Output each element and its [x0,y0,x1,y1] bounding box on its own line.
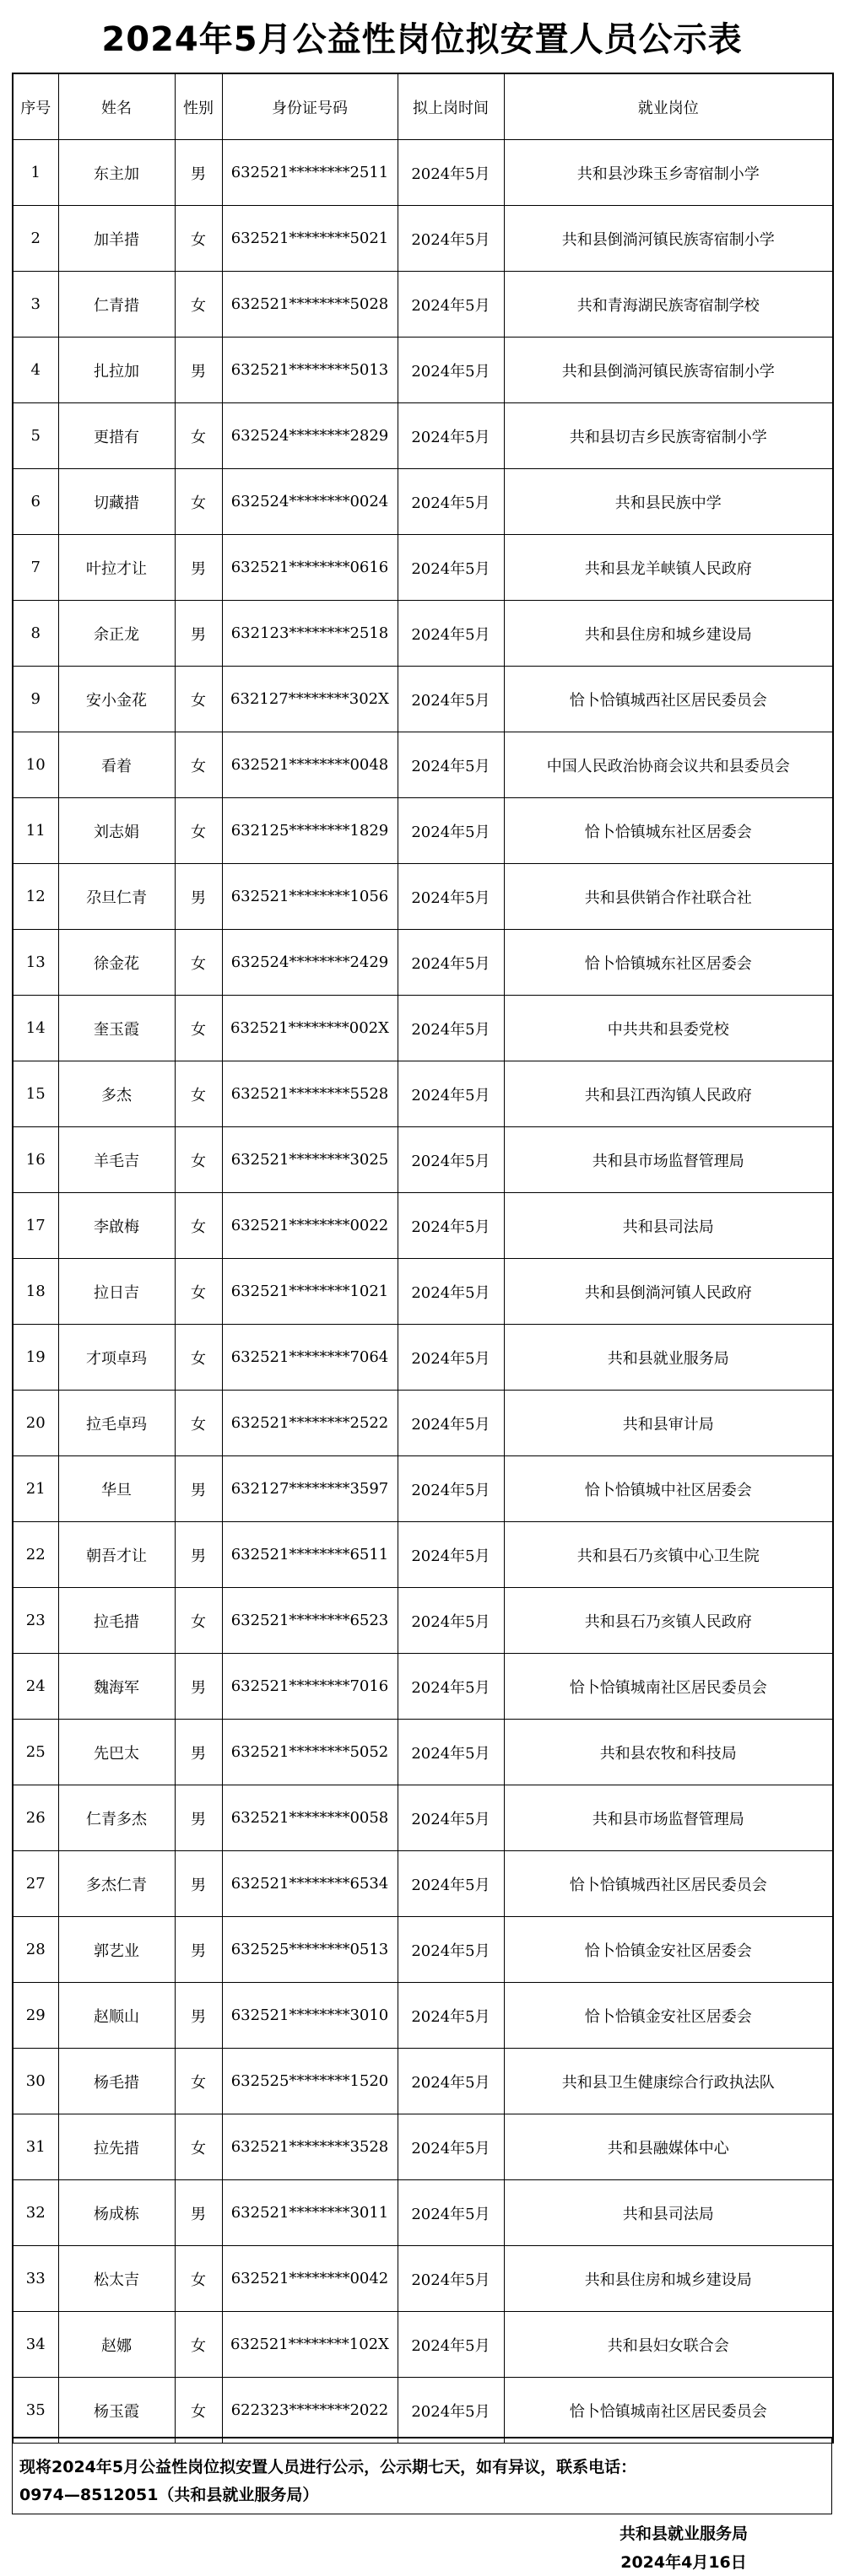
cell-job: 共和县卫生健康综合行政执法队 [504,2049,833,2114]
cell-name: 叶拉才让 [58,535,175,601]
cell-time: 2024年5月 [398,1127,504,1193]
cell-gender: 女 [175,667,222,732]
cell-id: 632524********0024 [222,469,398,535]
notice-line-1: 现将2024年5月公益性岗位拟安置人员进行公示，公示期七天，如有异议，联系电话： [19,2458,637,2476]
cell-job: 恰卜恰镇城西社区居民委员会 [504,1851,833,1917]
cell-gender: 女 [175,996,222,1061]
cell-time: 2024年5月 [398,930,504,996]
cell-name: 赵顺山 [58,1983,175,2049]
cell-job: 恰卜恰镇城东社区居委会 [504,798,833,864]
table-row [13,1127,833,1193]
table-row [13,2049,833,2114]
cell-job: 共和县司法局 [504,2180,833,2246]
cell-time: 2024年5月 [398,1456,504,1522]
cell-time: 2024年5月 [398,2114,504,2180]
cell-time: 2024年5月 [398,338,504,403]
cell-time: 2024年5月 [398,469,504,535]
cell-job: 共和县市场监督管理局 [504,1127,833,1193]
table-row [13,2180,833,2246]
cell-id: 632127********3597 [222,1456,398,1522]
cell-name: 看着 [58,732,175,798]
cell-time: 2024年5月 [398,2312,504,2378]
cell-job: 共和县审计局 [504,1391,833,1456]
cell-job: 恰卜恰镇金安社区居委会 [504,1983,833,2049]
cell-no: 8 [13,601,58,667]
cell-no: 19 [13,1325,58,1391]
cell-time: 2024年5月 [398,798,504,864]
table-row [13,864,833,930]
cell-id: 632525********1520 [222,2049,398,2114]
cell-id: 632521********3528 [222,2114,398,2180]
cell-job: 共和县农牧和科技局 [504,1720,833,1785]
cell-job: 共和县市场监督管理局 [504,1785,833,1851]
cell-id: 632521********0022 [222,1193,398,1259]
cell-no: 26 [13,1785,58,1851]
table-row [13,1456,833,1522]
cell-time: 2024年5月 [398,140,504,206]
cell-time: 2024年5月 [398,1522,504,1588]
cell-gender: 女 [175,1127,222,1193]
table-row [13,1061,833,1127]
cell-gender: 男 [175,140,222,206]
cell-no: 24 [13,1654,58,1720]
cell-gender: 女 [175,1193,222,1259]
cell-no: 29 [13,1983,58,2049]
cell-gender: 男 [175,601,222,667]
table-row [13,338,833,403]
cell-gender: 男 [175,1654,222,1720]
cell-time: 2024年5月 [398,667,504,732]
table-row [13,732,833,798]
cell-job: 共和县妇女联合会 [504,2312,833,2378]
table-row [13,798,833,864]
cell-name: 刘志娟 [58,798,175,864]
cell-job: 共和县石乃亥镇中心卫生院 [504,1522,833,1588]
cell-no: 7 [13,535,58,601]
cell-name: 奎玉霞 [58,996,175,1061]
cell-job: 共和县倒淌河镇民族寄宿制小学 [504,338,833,403]
cell-gender: 女 [175,798,222,864]
cell-no: 17 [13,1193,58,1259]
cell-no: 22 [13,1522,58,1588]
cell-name: 朝吾才让 [58,1522,175,1588]
cell-id: 632521********7016 [222,1654,398,1720]
table-row [13,996,833,1061]
cell-name: 仁青措 [58,272,175,338]
cell-id: 632521********0042 [222,2246,398,2312]
cell-name: 多杰 [58,1061,175,1127]
cell-id: 632524********2829 [222,403,398,469]
cell-time: 2024年5月 [398,2049,504,2114]
cell-no: 33 [13,2246,58,2312]
header-name: 姓名 [58,73,175,140]
table-row [13,1654,833,1720]
cell-gender: 男 [175,1720,222,1785]
cell-id: 632521********3025 [222,1127,398,1193]
cell-no: 2 [13,206,58,272]
cell-job: 恰卜恰镇城东社区居委会 [504,930,833,996]
cell-time: 2024年5月 [398,996,504,1061]
cell-gender: 女 [175,1259,222,1325]
cell-job: 共和县民族中学 [504,469,833,535]
table-row [13,2246,833,2312]
cell-name: 加羊措 [58,206,175,272]
cell-id: 632524********2429 [222,930,398,996]
cell-job: 共和县沙珠玉乡寄宿制小学 [504,140,833,206]
cell-name: 才项卓玛 [58,1325,175,1391]
table-row [13,930,833,996]
cell-name: 拉先措 [58,2114,175,2180]
cell-id: 632521********1021 [222,1259,398,1325]
cell-name: 仁青多杰 [58,1785,175,1851]
cell-id: 622323********2022 [222,2378,398,2444]
cell-no: 32 [13,2180,58,2246]
cell-id: 632521********6534 [222,1851,398,1917]
cell-no: 21 [13,1456,58,1522]
cell-job: 中共共和县委党校 [504,996,833,1061]
cell-job: 共和县倒淌河镇民族寄宿制小学 [504,206,833,272]
table-row [13,1325,833,1391]
cell-job: 恰卜恰镇城中社区居委会 [504,1456,833,1522]
cell-gender: 女 [175,206,222,272]
cell-time: 2024年5月 [398,1259,504,1325]
cell-id: 632125********1829 [222,798,398,864]
cell-gender: 女 [175,2312,222,2378]
cell-job: 中国人民政治协商会议共和县委员会 [504,732,833,798]
table-row [13,206,833,272]
cell-no: 9 [13,667,58,732]
cell-gender: 女 [175,272,222,338]
cell-name: 徐金花 [58,930,175,996]
cell-id: 632521********0048 [222,732,398,798]
cell-id: 632521********7064 [222,1325,398,1391]
header-job: 就业岗位 [504,73,833,140]
cell-gender: 男 [175,1917,222,1983]
cell-time: 2024年5月 [398,403,504,469]
cell-job: 共和县龙羊峡镇人民政府 [504,535,833,601]
notice-line-2: 0974—8512051（共和县就业服务局） [19,2486,319,2504]
cell-time: 2024年5月 [398,1391,504,1456]
cell-gender: 男 [175,864,222,930]
cell-id: 632123********2518 [222,601,398,667]
cell-gender: 男 [175,338,222,403]
cell-name: 切藏措 [58,469,175,535]
cell-name: 松太吉 [58,2246,175,2312]
cell-gender: 女 [175,469,222,535]
cell-name: 魏海军 [58,1654,175,1720]
cell-name: 尕旦仁青 [58,864,175,930]
cell-name: 郭艺业 [58,1917,175,1983]
cell-name: 杨毛措 [58,2049,175,2114]
table-row [13,667,833,732]
cell-name: 拉毛卓玛 [58,1391,175,1456]
table-row [13,1851,833,1917]
table-row [13,535,833,601]
cell-name: 拉毛措 [58,1588,175,1654]
cell-gender: 男 [175,1851,222,1917]
cell-job: 恰卜恰镇金安社区居委会 [504,1917,833,1983]
cell-time: 2024年5月 [398,1851,504,1917]
cell-no: 27 [13,1851,58,1917]
cell-gender: 男 [175,1522,222,1588]
cell-id: 632521********0616 [222,535,398,601]
footer-organization: 共和县就业服务局 [619,2525,748,2543]
cell-no: 5 [13,403,58,469]
cell-gender: 女 [175,1588,222,1654]
cell-no: 12 [13,864,58,930]
cell-gender: 女 [175,1325,222,1391]
cell-job: 共和县倒淌河镇人民政府 [504,1259,833,1325]
cell-name: 李啟梅 [58,1193,175,1259]
document-title: 2024年5月公益性岗位拟安置人员公示表 [101,19,743,59]
cell-gender: 女 [175,2246,222,2312]
cell-job: 恰卜恰镇城南社区居民委员会 [504,1654,833,1720]
cell-id: 632521********102X [222,2312,398,2378]
cell-gender: 男 [175,1456,222,1522]
cell-id: 632521********5013 [222,338,398,403]
cell-time: 2024年5月 [398,2378,504,2444]
cell-job: 恰卜恰镇城南社区居民委员会 [504,2378,833,2444]
cell-id: 632521********5528 [222,1061,398,1127]
cell-id: 632521********6511 [222,1522,398,1588]
roster-table [12,73,834,2444]
header-gender: 性别 [175,73,222,140]
table-row [13,140,833,206]
cell-gender: 女 [175,1061,222,1127]
footer-date: 2024年4月16日 [620,2553,747,2572]
cell-time: 2024年5月 [398,1785,504,1851]
cell-gender: 女 [175,930,222,996]
cell-time: 2024年5月 [398,864,504,930]
table-row [13,1720,833,1785]
cell-gender: 女 [175,2114,222,2180]
cell-id: 632521********1056 [222,864,398,930]
table-row [13,1588,833,1654]
cell-gender: 女 [175,732,222,798]
cell-id: 632521********5028 [222,272,398,338]
table-header-row [13,73,833,140]
cell-no: 14 [13,996,58,1061]
cell-time: 2024年5月 [398,1193,504,1259]
cell-id: 632521********0058 [222,1785,398,1851]
cell-no: 18 [13,1259,58,1325]
cell-time: 2024年5月 [398,2246,504,2312]
table-row [13,1522,833,1588]
cell-job: 共和县融媒体中心 [504,2114,833,2180]
cell-gender: 女 [175,2378,222,2444]
cell-time: 2024年5月 [398,1917,504,1983]
cell-no: 4 [13,338,58,403]
cell-job: 共和县石乃亥镇人民政府 [504,1588,833,1654]
cell-job: 共和县住房和城乡建设局 [504,2246,833,2312]
cell-no: 34 [13,2312,58,2378]
cell-name: 扎拉加 [58,338,175,403]
cell-no: 6 [13,469,58,535]
cell-no: 25 [13,1720,58,1785]
cell-id: 632525********0513 [222,1917,398,1983]
cell-time: 2024年5月 [398,1720,504,1785]
cell-time: 2024年5月 [398,1654,504,1720]
table-row [13,403,833,469]
cell-id: 632521********2522 [222,1391,398,1456]
table-row [13,2312,833,2378]
table-body [13,140,833,2444]
cell-no: 31 [13,2114,58,2180]
cell-job: 共和县切吉乡民族寄宿制小学 [504,403,833,469]
cell-id: 632521********5052 [222,1720,398,1785]
cell-time: 2024年5月 [398,1983,504,2049]
cell-time: 2024年5月 [398,1325,504,1391]
table-row [13,1259,833,1325]
cell-no: 3 [13,272,58,338]
cell-id: 632521********6523 [222,1588,398,1654]
cell-time: 2024年5月 [398,2180,504,2246]
table-row [13,2378,833,2444]
cell-no: 10 [13,732,58,798]
cell-name: 多杰仁青 [58,1851,175,1917]
cell-name: 杨玉霞 [58,2378,175,2444]
cell-no: 11 [13,798,58,864]
cell-gender: 男 [175,2180,222,2246]
header-id: 身份证号码 [222,73,398,140]
cell-name: 安小金花 [58,667,175,732]
table-row [13,2114,833,2180]
cell-time: 2024年5月 [398,601,504,667]
table-row [13,469,833,535]
table-row [13,1391,833,1456]
cell-no: 28 [13,1917,58,1983]
cell-time: 2024年5月 [398,206,504,272]
cell-gender: 男 [175,1983,222,2049]
cell-gender: 女 [175,403,222,469]
cell-id: 632127********302X [222,667,398,732]
cell-job: 共和青海湖民族寄宿制学校 [504,272,833,338]
cell-job: 恰卜恰镇城西社区居民委员会 [504,667,833,732]
cell-no: 30 [13,2049,58,2114]
cell-name: 余正龙 [58,601,175,667]
cell-id: 632521********2511 [222,140,398,206]
notice-box [12,2437,832,2514]
table-row [13,272,833,338]
cell-id: 632521********3010 [222,1983,398,2049]
cell-id: 632521********5021 [222,206,398,272]
table-row [13,1785,833,1851]
table-row [13,1917,833,1983]
cell-job: 共和县供销合作社联合社 [504,864,833,930]
cell-no: 1 [13,140,58,206]
header-time: 拟上岗时间 [398,73,504,140]
cell-id: 632521********002X [222,996,398,1061]
cell-job: 共和县江西沟镇人民政府 [504,1061,833,1127]
table-row [13,1983,833,2049]
table-row [13,601,833,667]
cell-name: 杨成栋 [58,2180,175,2246]
cell-job: 共和县就业服务局 [504,1325,833,1391]
cell-time: 2024年5月 [398,1061,504,1127]
cell-no: 13 [13,930,58,996]
cell-no: 35 [13,2378,58,2444]
cell-name: 更措有 [58,403,175,469]
cell-no: 23 [13,1588,58,1654]
cell-time: 2024年5月 [398,272,504,338]
cell-name: 先巴太 [58,1720,175,1785]
cell-name: 华旦 [58,1456,175,1522]
header-no: 序号 [13,73,58,140]
cell-time: 2024年5月 [398,535,504,601]
cell-name: 羊毛吉 [58,1127,175,1193]
cell-no: 15 [13,1061,58,1127]
cell-gender: 男 [175,535,222,601]
cell-name: 东主加 [58,140,175,206]
cell-gender: 男 [175,1785,222,1851]
cell-time: 2024年5月 [398,732,504,798]
table-row [13,1193,833,1259]
cell-job: 共和县司法局 [504,1193,833,1259]
cell-time: 2024年5月 [398,1588,504,1654]
cell-gender: 女 [175,2049,222,2114]
cell-job: 共和县住房和城乡建设局 [504,601,833,667]
cell-no: 20 [13,1391,58,1456]
cell-name: 拉日吉 [58,1259,175,1325]
cell-gender: 女 [175,1391,222,1456]
cell-name: 赵娜 [58,2312,175,2378]
cell-no: 16 [13,1127,58,1193]
cell-id: 632521********3011 [222,2180,398,2246]
